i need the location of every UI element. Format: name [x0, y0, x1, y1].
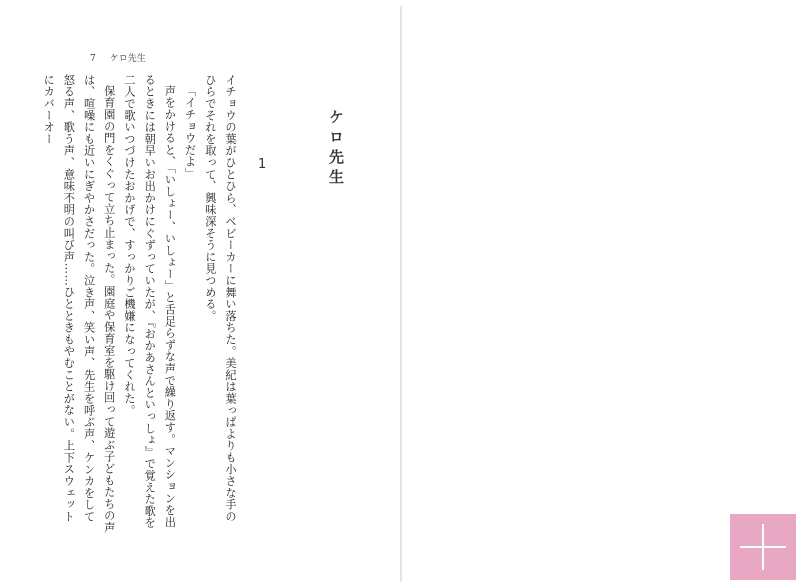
paragraph: 保育園の門をくぐって立ち止まった。園庭や保育室を駆け回って遊ぶ子どもたちの声は、喧噪にも近いにぎやかさだった。泣き声、笑い声、先生を呼ぶ声、ケンカをして怒る声、歌う声、意味不明の叫び声……ひとときもやむことがない。上下スウェットにカバーオー [42, 74, 116, 534]
page-number: 7 [90, 54, 96, 64]
right-page [402, 6, 796, 582]
paragraph: イチョウの葉がひとひら、ベビーカーに舞い落ちた。美紀は葉っぱよりも小さな手のひらでそれを取って、興味深そうに見つめる。 [203, 74, 237, 523]
body-text [38, 74, 240, 534]
running-head: ケロ先生 [109, 54, 146, 64]
chapter-title: ケロ先生 [327, 109, 345, 189]
paragraph: 声をかけると、「いしょー、いしょー」と舌足らずな声で繰り返す。マンションを出るときには朝早いお出かけにぐずっていたが、『おかあさんといっしょ』で覚えた歌を二人で歌いつづけたおかげで、すっかりご機嫌になってくれた。 [122, 74, 177, 529]
zoom-button[interactable] [730, 514, 796, 580]
left-page [4, 6, 400, 582]
folio [90, 51, 146, 64]
chapter-number: 1 [258, 157, 267, 172]
plus-icon [730, 514, 796, 580]
paragraph: 「イチョウだよ」 [183, 85, 197, 180]
